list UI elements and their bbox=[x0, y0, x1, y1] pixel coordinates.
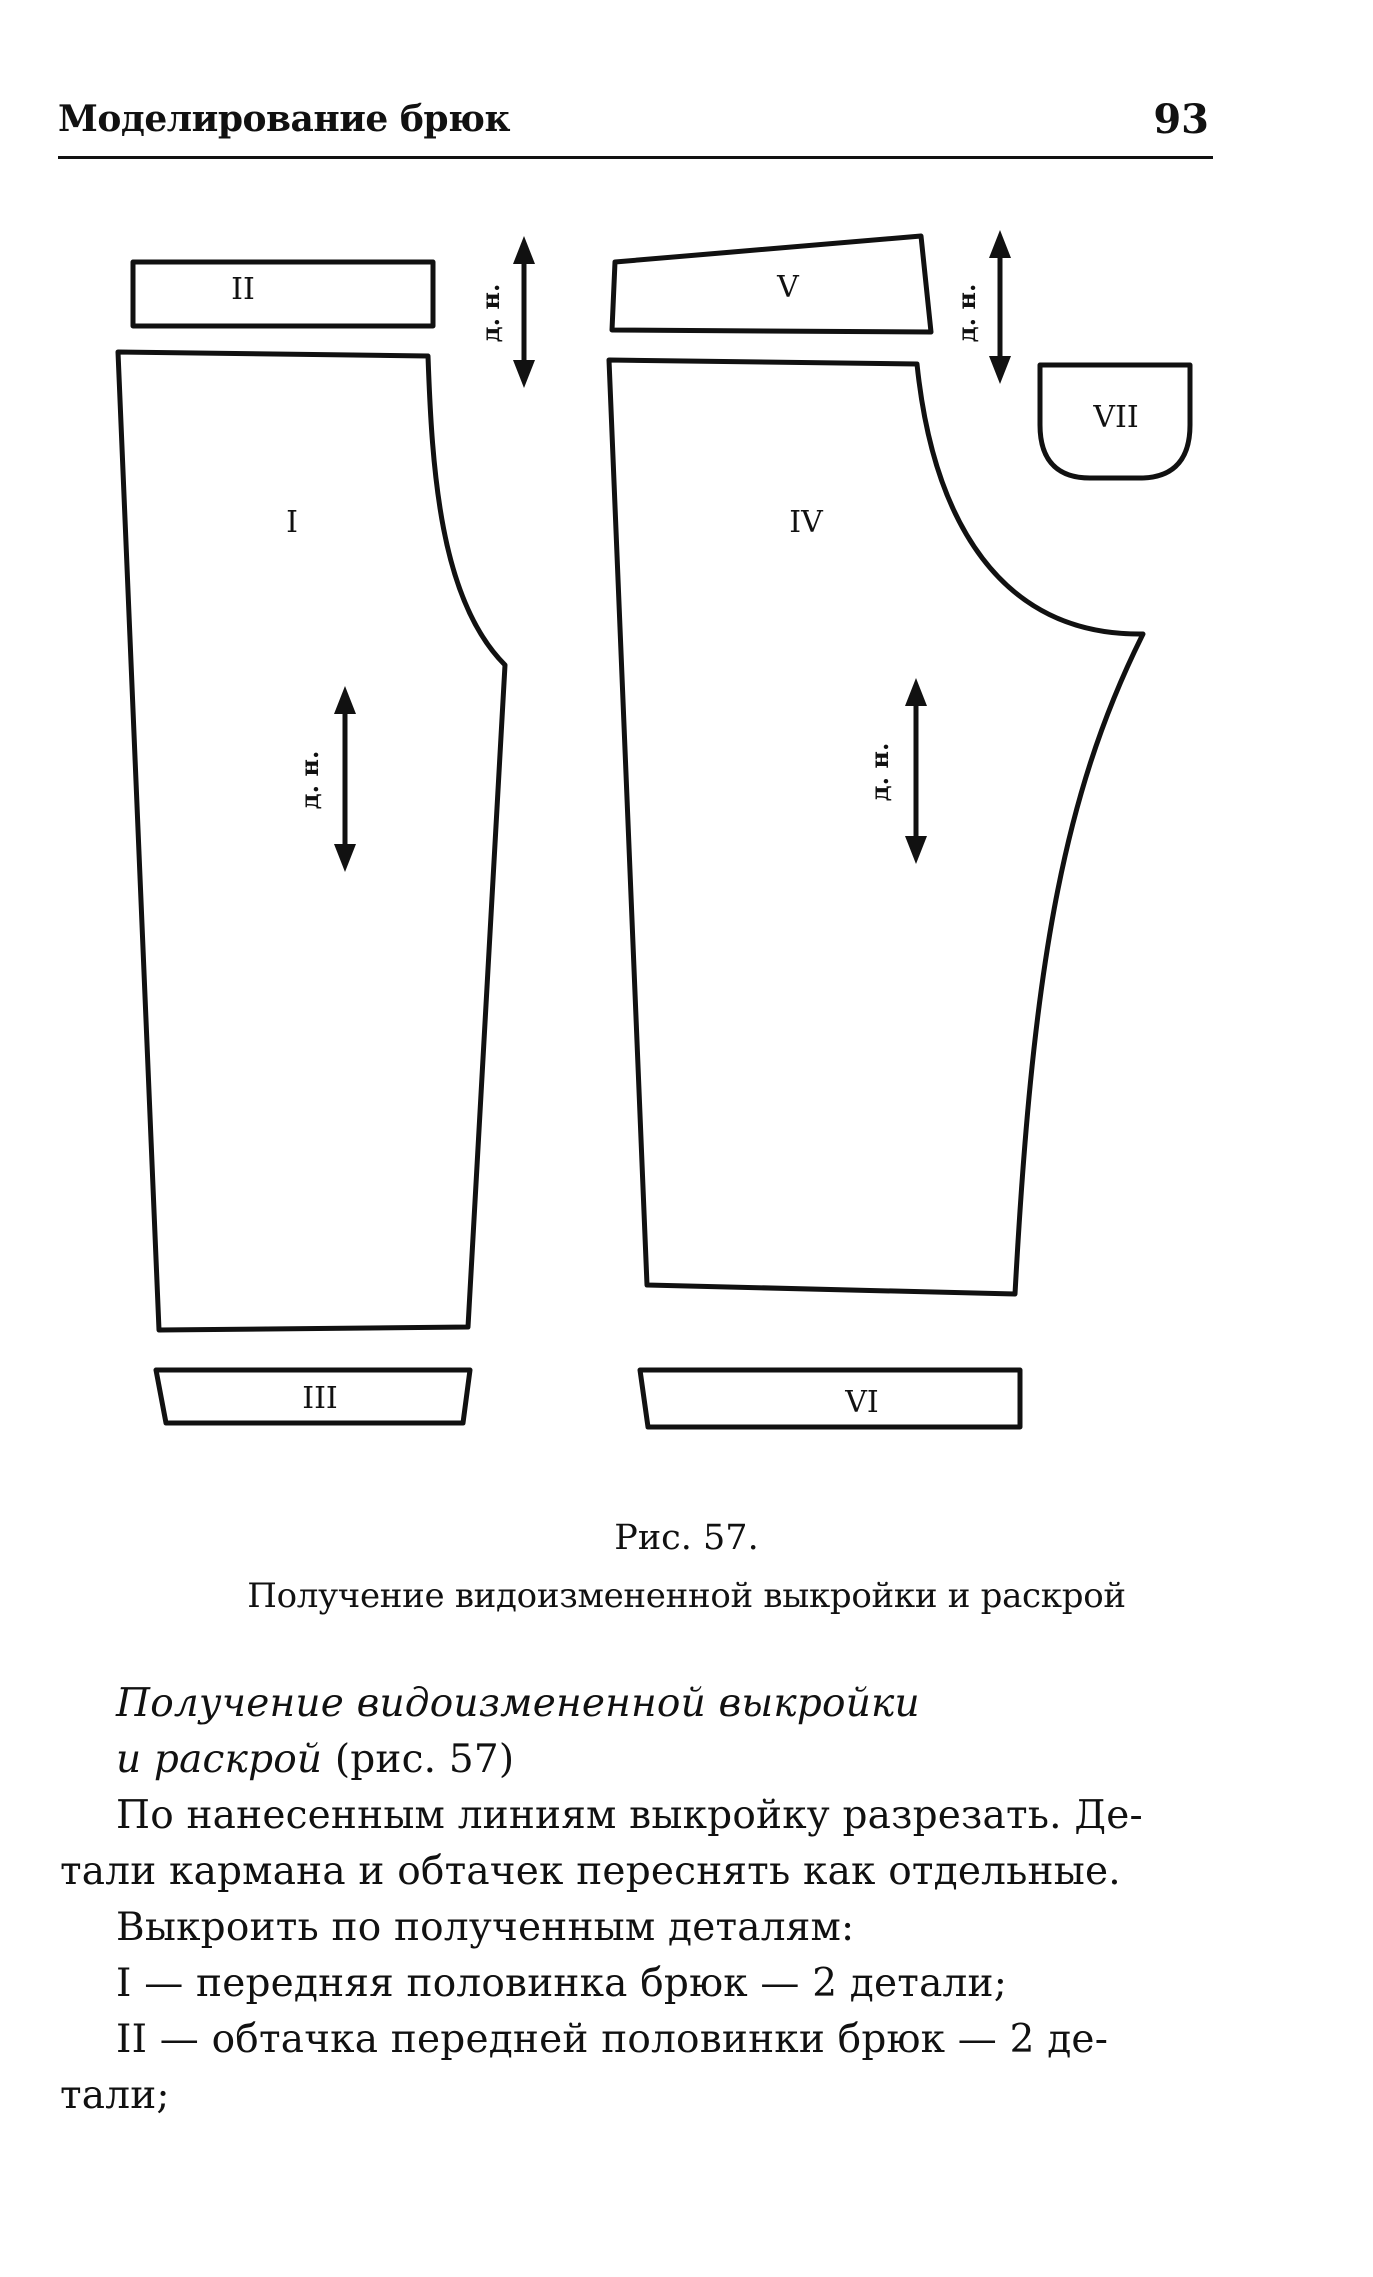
grain-label-top-right: д. н. bbox=[952, 283, 981, 343]
paragraph-1-line-2: тали кармана и обтачек переснять как отдельные. bbox=[60, 1849, 1121, 1894]
list-item-1: I — передняя половинка брюк — 2 детали; bbox=[116, 1961, 1008, 2006]
piece-ii-outline bbox=[133, 262, 433, 326]
page-number: 93 bbox=[1153, 96, 1209, 143]
section-heading-italic: и раскрой bbox=[116, 1737, 323, 1782]
grain-label-front: д. н. bbox=[295, 750, 324, 810]
figure-caption: Получение видоизмененной выкройки и раскрой bbox=[247, 1576, 1126, 1616]
label-iii: III bbox=[302, 1381, 338, 1416]
paragraph-2: Выкроить по полученным деталям: bbox=[116, 1905, 855, 1950]
grain-label-top-left: д. н. bbox=[476, 283, 505, 343]
section-heading-line1: Получение видоизмененной выкройки bbox=[116, 1681, 920, 1726]
body-text bbox=[60, 1676, 1226, 2124]
label-v: V bbox=[777, 270, 799, 305]
label-vii: VII bbox=[1093, 400, 1139, 435]
grain-arrow-top-left bbox=[513, 236, 535, 388]
label-vi: VI bbox=[845, 1385, 879, 1420]
section-heading-ref: (рис. 57) bbox=[322, 1737, 515, 1782]
grain-arrow-top-right bbox=[989, 230, 1011, 384]
grain-arrow-front bbox=[334, 686, 356, 872]
grain-arrow-back bbox=[905, 678, 927, 864]
paragraph-1-line-1: По нанесенным линиям выкройку разрезать. Де- bbox=[116, 1793, 1143, 1838]
section-heading-line2 bbox=[116, 1732, 1226, 1788]
piece-i-outline bbox=[118, 352, 505, 1330]
piece-vi-outline bbox=[640, 1370, 1020, 1427]
list-item-2-line-1: II — обтачка передней половинки брюк — 2 де- bbox=[116, 2017, 1109, 2062]
label-ii: II bbox=[231, 272, 255, 307]
piece-v-outline bbox=[612, 236, 931, 332]
header-title: Моделирование брюк bbox=[58, 98, 510, 140]
grain-label-back: д. н. bbox=[865, 742, 894, 802]
label-iv: IV bbox=[789, 505, 823, 540]
piece-iv-outline bbox=[609, 360, 1143, 1294]
label-i: I bbox=[286, 505, 298, 540]
figure-number: Рис. 57. bbox=[614, 1518, 759, 1558]
list-item-2-line-2: тали; bbox=[60, 2073, 170, 2118]
